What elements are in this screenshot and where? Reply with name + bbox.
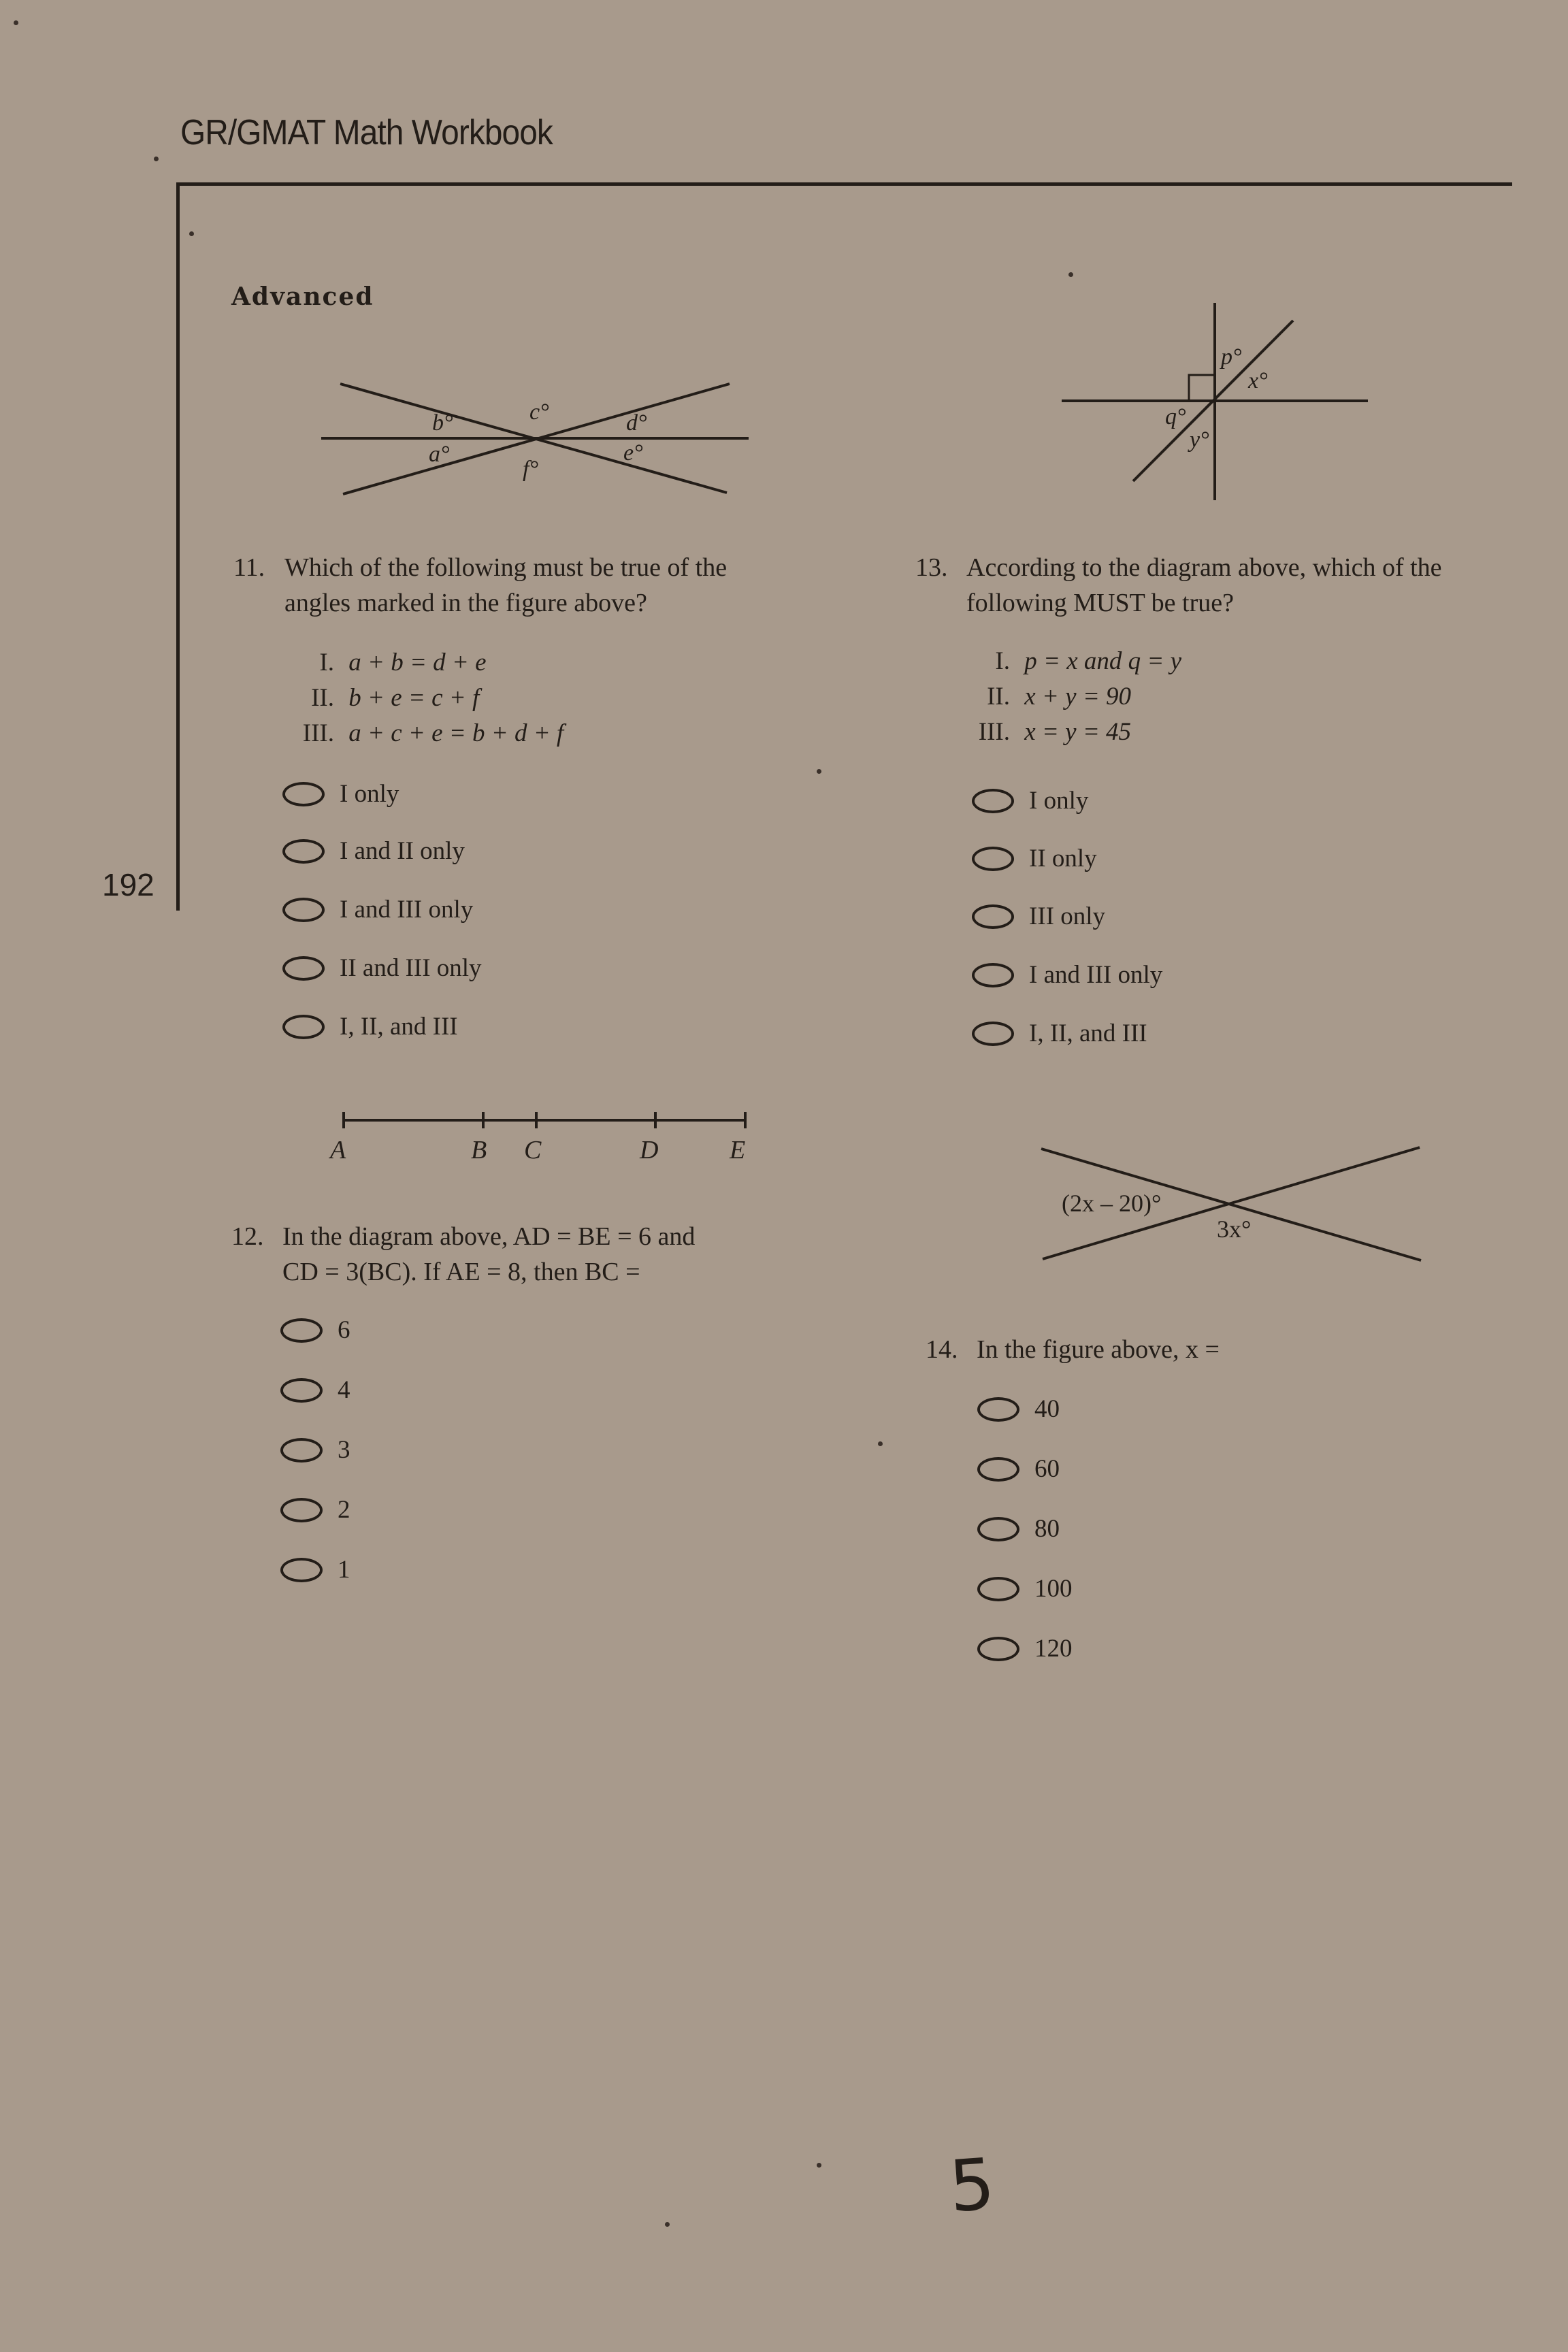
answer-choice[interactable]: 6 — [280, 1316, 350, 1345]
answer-choice[interactable]: 80 — [977, 1514, 1060, 1544]
question-text-line: In the diagram above, AD = BE = 6 and — [282, 1222, 696, 1251]
figure-q11 — [313, 368, 762, 504]
question-number: 14. — [926, 1335, 958, 1364]
answer-choice[interactable]: I and III only — [972, 960, 1162, 990]
question-text-line: CD = 3(BC). If AE = 8, then BC = — [282, 1258, 640, 1286]
answer-bubble[interactable] — [280, 1378, 323, 1403]
question-text-line: following MUST be true? — [966, 589, 1234, 617]
page-number: 192 — [102, 867, 154, 902]
paper-speck — [817, 769, 821, 774]
answer-bubble[interactable] — [972, 847, 1014, 871]
answer-bubble[interactable] — [280, 1558, 323, 1582]
fig13-label-x: x° — [1248, 368, 1268, 393]
statement-ii: II. x + y = 90 — [987, 683, 1132, 710]
header-rule — [178, 182, 1512, 186]
figure-q12 — [327, 1102, 762, 1171]
answer-choice[interactable]: 100 — [977, 1574, 1073, 1603]
question-number: 13. — [915, 553, 948, 582]
paper-speck — [14, 20, 18, 25]
point-e-label: E — [730, 1136, 746, 1164]
handwritten-number: 5 — [946, 2142, 998, 2229]
paper-speck — [154, 157, 159, 161]
fig11-label-c: c° — [529, 399, 549, 425]
question-13 — [915, 550, 1528, 625]
answer-bubble[interactable] — [972, 789, 1014, 813]
question-12 — [231, 1219, 844, 1294]
question-number: 12. — [231, 1222, 264, 1251]
answer-choice[interactable]: I, II, and III — [972, 1019, 1147, 1048]
answer-choice[interactable]: 40 — [977, 1394, 1060, 1424]
question-text-line: angles marked in the figure above? — [284, 589, 647, 617]
fig13-label-q: q° — [1165, 404, 1186, 429]
fig11-label-d: d° — [626, 410, 647, 436]
question-11 — [233, 550, 846, 625]
answer-bubble[interactable] — [972, 963, 1014, 987]
answer-bubble[interactable] — [280, 1498, 323, 1522]
figure-q14 — [1034, 1137, 1429, 1266]
answer-bubble[interactable] — [972, 1022, 1014, 1046]
answer-bubble[interactable] — [977, 1397, 1019, 1422]
answer-choice[interactable]: 2 — [280, 1495, 350, 1524]
point-d-label: D — [640, 1136, 659, 1164]
paper-speck — [817, 2163, 821, 2168]
point-b-label: B — [471, 1136, 487, 1164]
margin-rule — [176, 182, 180, 911]
answer-choice[interactable]: 3 — [280, 1435, 350, 1465]
paper-speck — [878, 1441, 883, 1446]
answer-bubble[interactable] — [282, 1015, 325, 1039]
fig14-label-left: (2x – 20)° — [1062, 1190, 1162, 1217]
answer-bubble[interactable] — [282, 956, 325, 981]
paper-speck — [189, 231, 194, 236]
section-title: Advanced — [231, 282, 374, 311]
answer-choice[interactable]: 1 — [280, 1555, 350, 1584]
answer-bubble[interactable] — [280, 1318, 323, 1343]
answer-bubble[interactable] — [977, 1517, 1019, 1541]
workbook-title: GR/GMAT Math Workbook — [180, 113, 553, 152]
answer-choice[interactable]: I only — [282, 779, 399, 808]
paper-speck — [665, 2222, 670, 2227]
fig11-label-f: f° — [523, 457, 539, 482]
answer-bubble[interactable] — [282, 839, 325, 864]
statement-iii: III. a + c + e = b + d + f — [302, 719, 564, 747]
question-text-line: Which of the following must be true of the — [284, 553, 728, 582]
answer-bubble[interactable] — [977, 1577, 1019, 1601]
fig13-label-y: y° — [1190, 427, 1209, 453]
question-number: 11. — [233, 553, 265, 582]
fig11-label-e: e° — [623, 440, 643, 466]
answer-choice[interactable]: II only — [972, 844, 1097, 873]
paper-speck — [1068, 272, 1073, 277]
statement-i: I. p = x and q = y — [995, 647, 1182, 675]
fig13-label-p: p° — [1221, 344, 1242, 370]
question-text-line: According to the diagram above, which of the — [966, 553, 1442, 582]
figure-q13 — [1055, 296, 1375, 507]
answer-choice[interactable]: 120 — [977, 1634, 1073, 1663]
point-a-label: A — [330, 1136, 346, 1164]
fig11-label-a: a° — [429, 442, 450, 467]
answer-bubble[interactable] — [282, 782, 325, 806]
answer-choice[interactable]: I and II only — [282, 836, 465, 866]
statement-iii: III. x = y = 45 — [978, 718, 1132, 746]
question-14 — [926, 1332, 1470, 1370]
answer-choice[interactable]: II and III only — [282, 953, 482, 983]
answer-choice[interactable]: 60 — [977, 1454, 1060, 1484]
statement-i: I. a + b = d + e — [319, 649, 487, 676]
answer-bubble[interactable] — [977, 1457, 1019, 1482]
answer-choice[interactable]: III only — [972, 902, 1105, 931]
fig14-label-right: 3x° — [1217, 1215, 1252, 1243]
answer-choice[interactable]: I, II, and III — [282, 1012, 458, 1041]
answer-bubble[interactable] — [282, 898, 325, 922]
right-angle-mark — [1189, 375, 1215, 401]
point-c-label: C — [524, 1136, 542, 1164]
fig11-label-b: b° — [432, 410, 453, 436]
statement-ii: II. b + e = c + f — [311, 684, 480, 712]
question-text-line: In the figure above, x = — [977, 1335, 1220, 1364]
answer-bubble[interactable] — [977, 1637, 1019, 1661]
answer-choice[interactable]: 4 — [280, 1375, 350, 1405]
answer-choice[interactable]: I only — [972, 786, 1088, 815]
answer-bubble[interactable] — [280, 1438, 323, 1463]
answer-choice[interactable]: I and III only — [282, 895, 473, 924]
answer-bubble[interactable] — [972, 904, 1014, 929]
